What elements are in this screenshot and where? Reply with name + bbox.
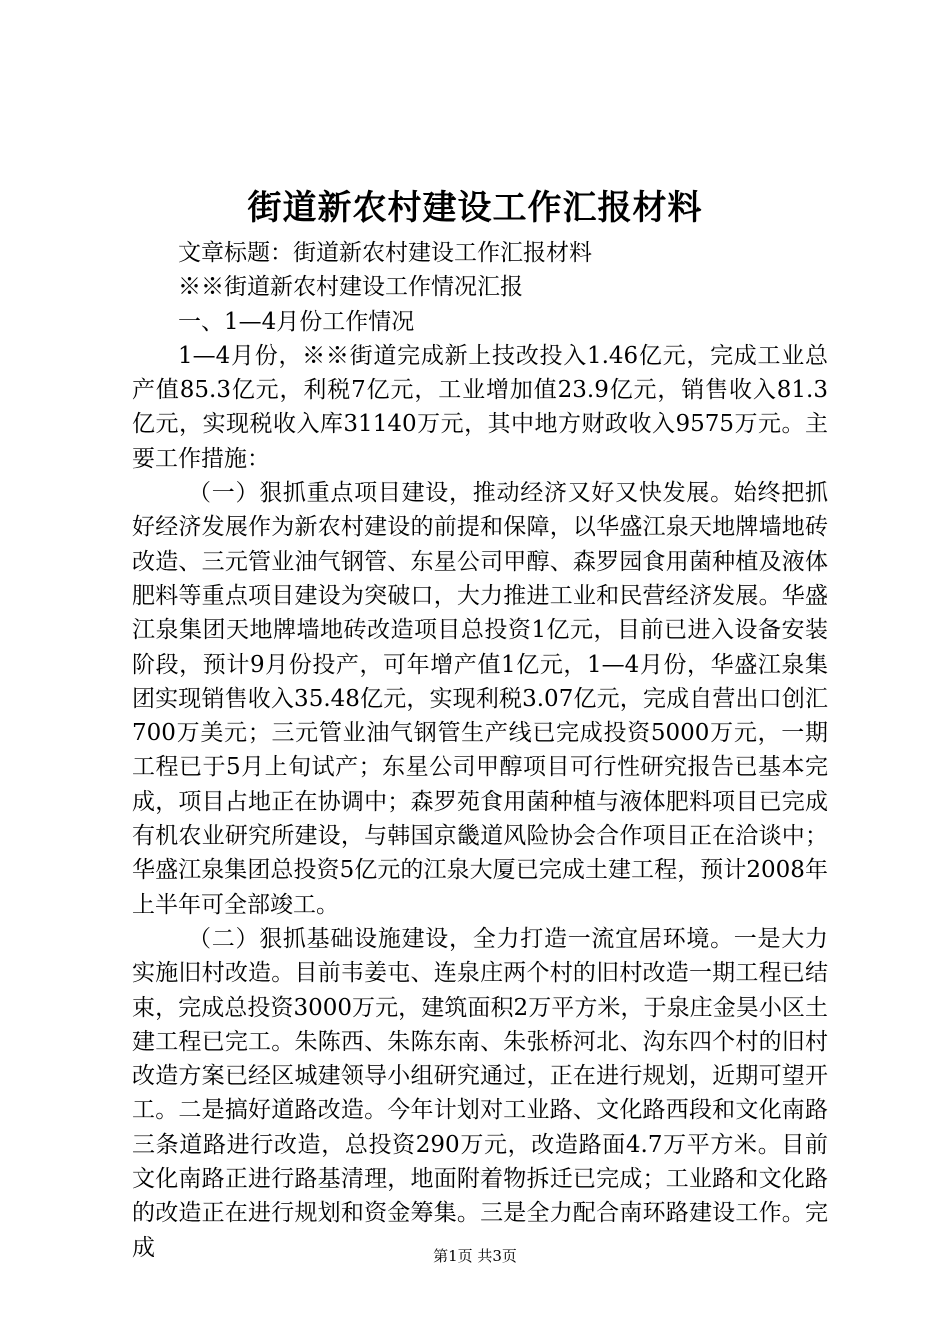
section-heading: 一、1—4月份工作情况 [178, 308, 415, 335]
article-title-line: 文章标题：街道新农村建设工作汇报材料 [178, 240, 592, 266]
paragraph-summary: 1—4月份，※※街道完成新上技改投入1.46亿元，完成工业总产值85.3亿元，利税7亿元，工业增加值23.9亿元，销售收入81.3亿元，实现税收入库31140万元，其中地方财政收入9575万元。主要工作措施： [132, 342, 828, 472]
report-heading-line: ※※街道新农村建设工作情况汇报 [178, 274, 523, 301]
paragraph-key-projects: （一）狠抓重点项目建设，推动经济又好又快发展。始终把抓好经济发展作为新农村建设的前提和保障，以华盛江泉天地牌墙地砖改造、三元管业油气钢管、东星公司甲醇、森罗园食用菌种植及液体肥料等重点项目建设为突破口，大力推进工业和民营经济发展。华盛江泉集团天地牌墙地砖改造项目总投资1亿元，目前已进入设备安装阶段，预计9月份投产，可年增产值1亿元，1—4月份，华盛江泉集团实现销售收入35.48亿元，实现利税3.07亿元，完成自营出口创汇700万美元；三元管业油气钢管生产线已完成投资5000万元，一期工程已于5月上旬试产；东星公司甲醇项目可行性研究报告已基本完成，项目占地正在协调中；森罗苑食用菌种植与液体肥料项目已完成有机农业研究所建设，与韩国京畿道风险协会合作项目正在洽谈中；华盛江泉集团总投资5亿元的江泉大厦已完成土建工程，预计2008年上半年可全部竣工。 [132, 480, 828, 918]
page-number-footer: 第1页 共3页 [433, 1247, 517, 1265]
paragraph-infrastructure: （二）狠抓基础设施建设，全力打造一流宜居环境。一是大力实施旧村改造。目前韦姜屯、连泉庄两个村的旧村改造一期工程已结束，完成总投资3000万元，建筑面积2万平方米，于泉庄金昊小区土建工程已完工。朱陈西、朱陈东南、朱张桥河北、沟东四个村的旧村改造方案已经区城建领导小组研究通过，正在进行规划，近期可望开工。二是搞好道路改造。今年计划对工业路、文化路西段和文化南路三条道路进行改造，总投资290万元，改造路面4.7万平方米。目前文化南路正进行路基清理，地面附着物拆迁已完成；工业路和文化路的改造正在进行规划和资金筹集。三是全力配合南环路建设工作。完成 [132, 925, 828, 1261]
document-body [132, 236, 828, 1265]
document-title: 街道新农村建设工作汇报材料 [247, 188, 703, 228]
